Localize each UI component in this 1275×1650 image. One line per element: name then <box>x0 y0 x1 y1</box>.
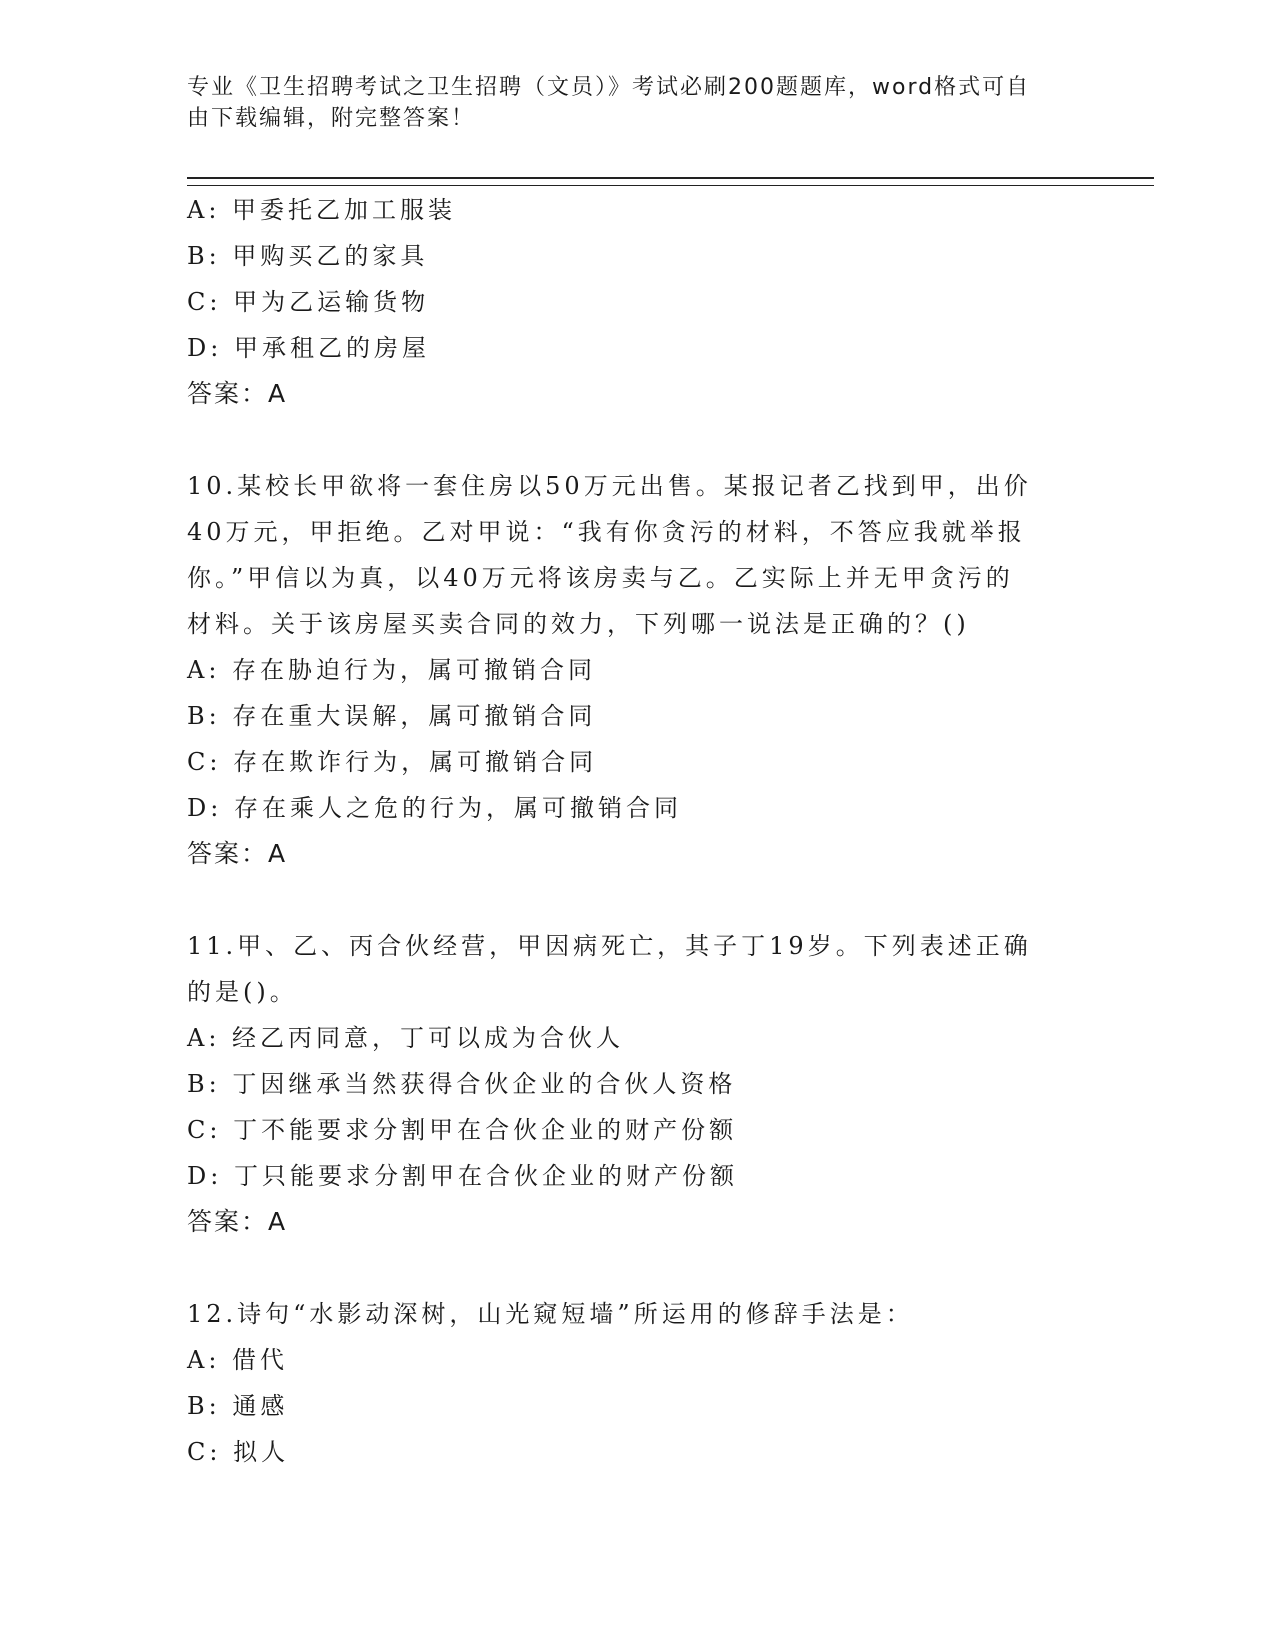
question-text-line: 11.甲、乙、丙合伙经营，甲因病死亡，其子丁19岁。下列表述正确 <box>187 932 1032 960</box>
header-divider <box>187 177 1154 186</box>
answer-line: 答案：A <box>187 839 288 868</box>
option-b: B: 通感 <box>187 1392 289 1420</box>
header-line-2: 由下载编辑，附完整答案！ <box>187 106 476 131</box>
option-d: D: 甲承租乙的房屋 <box>187 334 430 362</box>
question-text-line: 10.某校长甲欲将一套住房以50万元出售。某报记者乙找到甲，出价 <box>187 472 1032 500</box>
document-body <box>187 187 1087 1475</box>
question-10-block <box>187 463 1087 877</box>
option-a: A: 经乙丙同意，丁可以成为合伙人 <box>187 1024 625 1052</box>
option-b: B: 甲购买乙的家具 <box>187 242 429 270</box>
option-b: B: 存在重大误解，属可撤销合同 <box>187 702 597 730</box>
question-11-block <box>187 923 1087 1245</box>
question-text-line: 你。”甲信以为真，以40万元将该房卖与乙。乙实际上并无甲贪污的 <box>187 564 1014 592</box>
question-text-line: 材料。关于该房屋买卖合同的效力，下列哪一说法是正确的？() <box>187 610 970 638</box>
answer-line: 答案：A <box>187 379 288 408</box>
question-12-block <box>187 1291 1087 1475</box>
option-c: C: 拟人 <box>187 1438 290 1466</box>
spacer <box>187 417 1087 463</box>
question-text-line: 的是()。 <box>187 978 298 1006</box>
question-9-block <box>187 187 1087 417</box>
option-a: A: 存在胁迫行为，属可撤销合同 <box>187 656 597 684</box>
answer-line: 答案：A <box>187 1207 288 1236</box>
question-text-line: 40万元，甲拒绝。乙对甲说：“我有你贪污的材料，不答应我就举报 <box>187 518 1026 546</box>
option-d: D: 丁只能要求分割甲在合伙企业的财产份额 <box>187 1162 738 1190</box>
option-c: C: 甲为乙运输货物 <box>187 288 430 316</box>
option-c: C: 存在欺诈行为，属可撤销合同 <box>187 748 598 776</box>
option-a: A: 甲委托乙加工服装 <box>187 196 457 224</box>
option-a: A: 借代 <box>187 1346 289 1374</box>
spacer <box>187 877 1087 923</box>
option-d: D: 存在乘人之危的行为，属可撤销合同 <box>187 794 682 822</box>
spacer <box>187 1245 1087 1291</box>
question-text-line: 12.诗句“水影动深树，山光窥短墙”所运用的修辞手法是： <box>187 1300 914 1328</box>
document-header <box>187 72 1067 134</box>
header-line-1: 专业《卫生招聘考试之卫生招聘（文员）》考试必刷200题题库，word格式可自 <box>187 75 1031 100</box>
option-c: C: 丁不能要求分割甲在合伙企业的财产份额 <box>187 1116 738 1144</box>
option-b: B: 丁因继承当然获得合伙企业的合伙人资格 <box>187 1070 737 1098</box>
